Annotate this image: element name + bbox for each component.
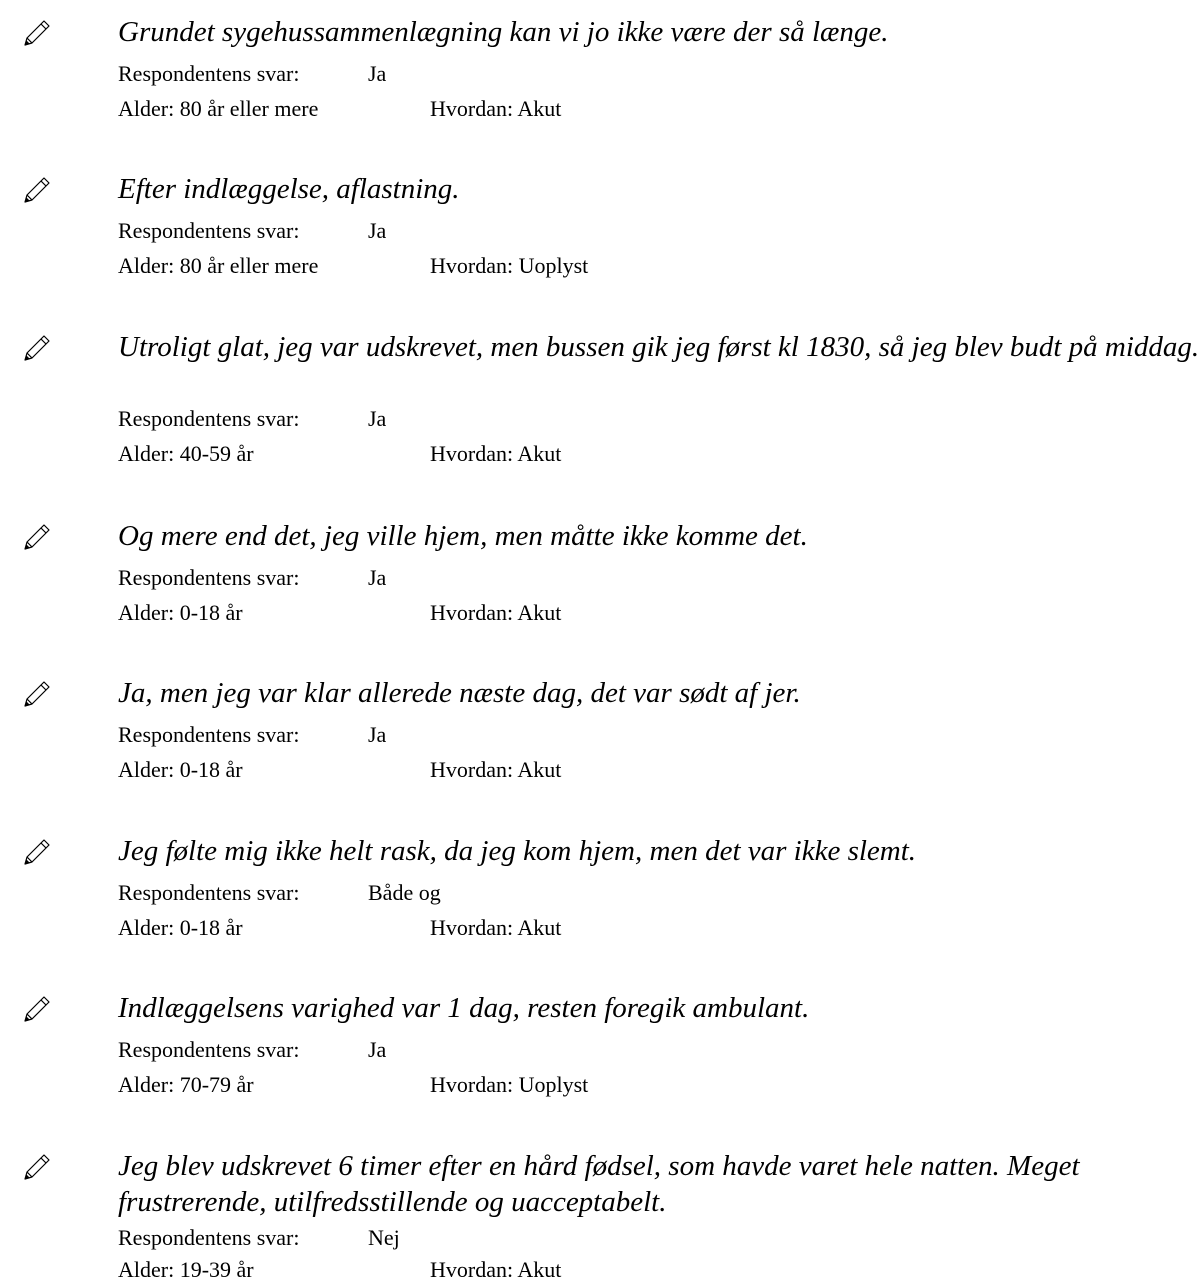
pencil-icon (22, 679, 52, 709)
pencil-icon (22, 333, 52, 363)
age-value: Alder: 0-18 år (118, 757, 243, 782)
pencil-icon (22, 18, 52, 48)
how-value: Hvordan: Uoplyst (430, 1072, 589, 1097)
answer-row (118, 1224, 400, 1252)
comment-text: Efter indlæggelse, aflastning. (118, 173, 460, 205)
answer-value: Ja (368, 61, 387, 86)
comment-text: Jeg følte mig ikke helt rask, da jeg kom hjem, men det var ikke slemt. (118, 835, 917, 867)
how-value: Hvordan: Akut (430, 600, 562, 625)
answer-row (118, 879, 441, 907)
details-row (118, 95, 562, 123)
details-row (118, 1071, 589, 1099)
answer-label: Respondentens svar: (118, 722, 300, 747)
comment-text: Grundet sygehussammenlægning kan vi jo ikke være der så længe. (118, 16, 889, 48)
age-value: Alder: 70-79 år (118, 1072, 254, 1097)
pencil-icon (22, 175, 52, 205)
pencil-icon (22, 837, 52, 867)
details-row (118, 440, 562, 468)
answer-row (118, 1036, 387, 1064)
details-row (118, 914, 562, 942)
answer-row (118, 564, 387, 592)
answer-row (118, 217, 387, 245)
age-value: Alder: 19-39 år (118, 1257, 254, 1282)
answer-value: Både og (368, 880, 441, 905)
details-row (118, 1256, 562, 1284)
comment-text: Utroligt glat, jeg var udskrevet, men bussen gik jeg først kl 1830, så jeg blev budt på middag. (118, 331, 1200, 363)
details-row (118, 599, 562, 627)
answer-value: Ja (368, 565, 387, 590)
answer-value: Ja (368, 722, 387, 747)
comment-text: Indlæggelsens varighed var 1 dag, resten foregik ambulant. (118, 992, 810, 1024)
how-value: Hvordan: Akut (430, 915, 562, 940)
answer-value: Ja (368, 1037, 387, 1062)
answer-label: Respondentens svar: (118, 1037, 300, 1062)
answer-row (118, 60, 387, 88)
answer-value: Ja (368, 218, 387, 243)
age-value: Alder: 80 år eller mere (118, 253, 319, 278)
comment-text: Jeg blev udskrevet 6 timer efter en hård fødsel, som havde varet hele natten. Meget frustrerende, utilfredsstillende og uacceptabelt. (118, 1150, 1080, 1218)
pencil-icon (22, 522, 52, 552)
comment-text: Og mere end det, jeg ville hjem, men måtte ikke komme det. (118, 520, 808, 552)
answer-value: Ja (368, 406, 387, 431)
answer-label: Respondentens svar: (118, 61, 300, 86)
answer-label: Respondentens svar: (118, 880, 300, 905)
pencil-icon (22, 1152, 52, 1182)
pencil-icon (22, 994, 52, 1024)
answer-value: Nej (368, 1225, 400, 1250)
age-value: Alder: 0-18 år (118, 915, 243, 940)
answer-label: Respondentens svar: (118, 218, 300, 243)
how-value: Hvordan: Uoplyst (430, 253, 589, 278)
answer-label: Respondentens svar: (118, 1225, 300, 1250)
age-value: Alder: 0-18 år (118, 600, 243, 625)
comment-text: Ja, men jeg var klar allerede næste dag, det var sødt af jer. (118, 677, 801, 709)
how-value: Hvordan: Akut (430, 441, 562, 466)
how-value: Hvordan: Akut (430, 757, 562, 782)
how-value: Hvordan: Akut (430, 96, 562, 121)
age-value: Alder: 80 år eller mere (118, 96, 319, 121)
answer-row (118, 721, 387, 749)
answer-label: Respondentens svar: (118, 406, 300, 431)
how-value: Hvordan: Akut (430, 1257, 562, 1282)
details-row (118, 252, 589, 280)
age-value: Alder: 40-59 år (118, 441, 254, 466)
answer-row (118, 405, 387, 433)
answer-label: Respondentens svar: (118, 565, 300, 590)
details-row (118, 756, 562, 784)
